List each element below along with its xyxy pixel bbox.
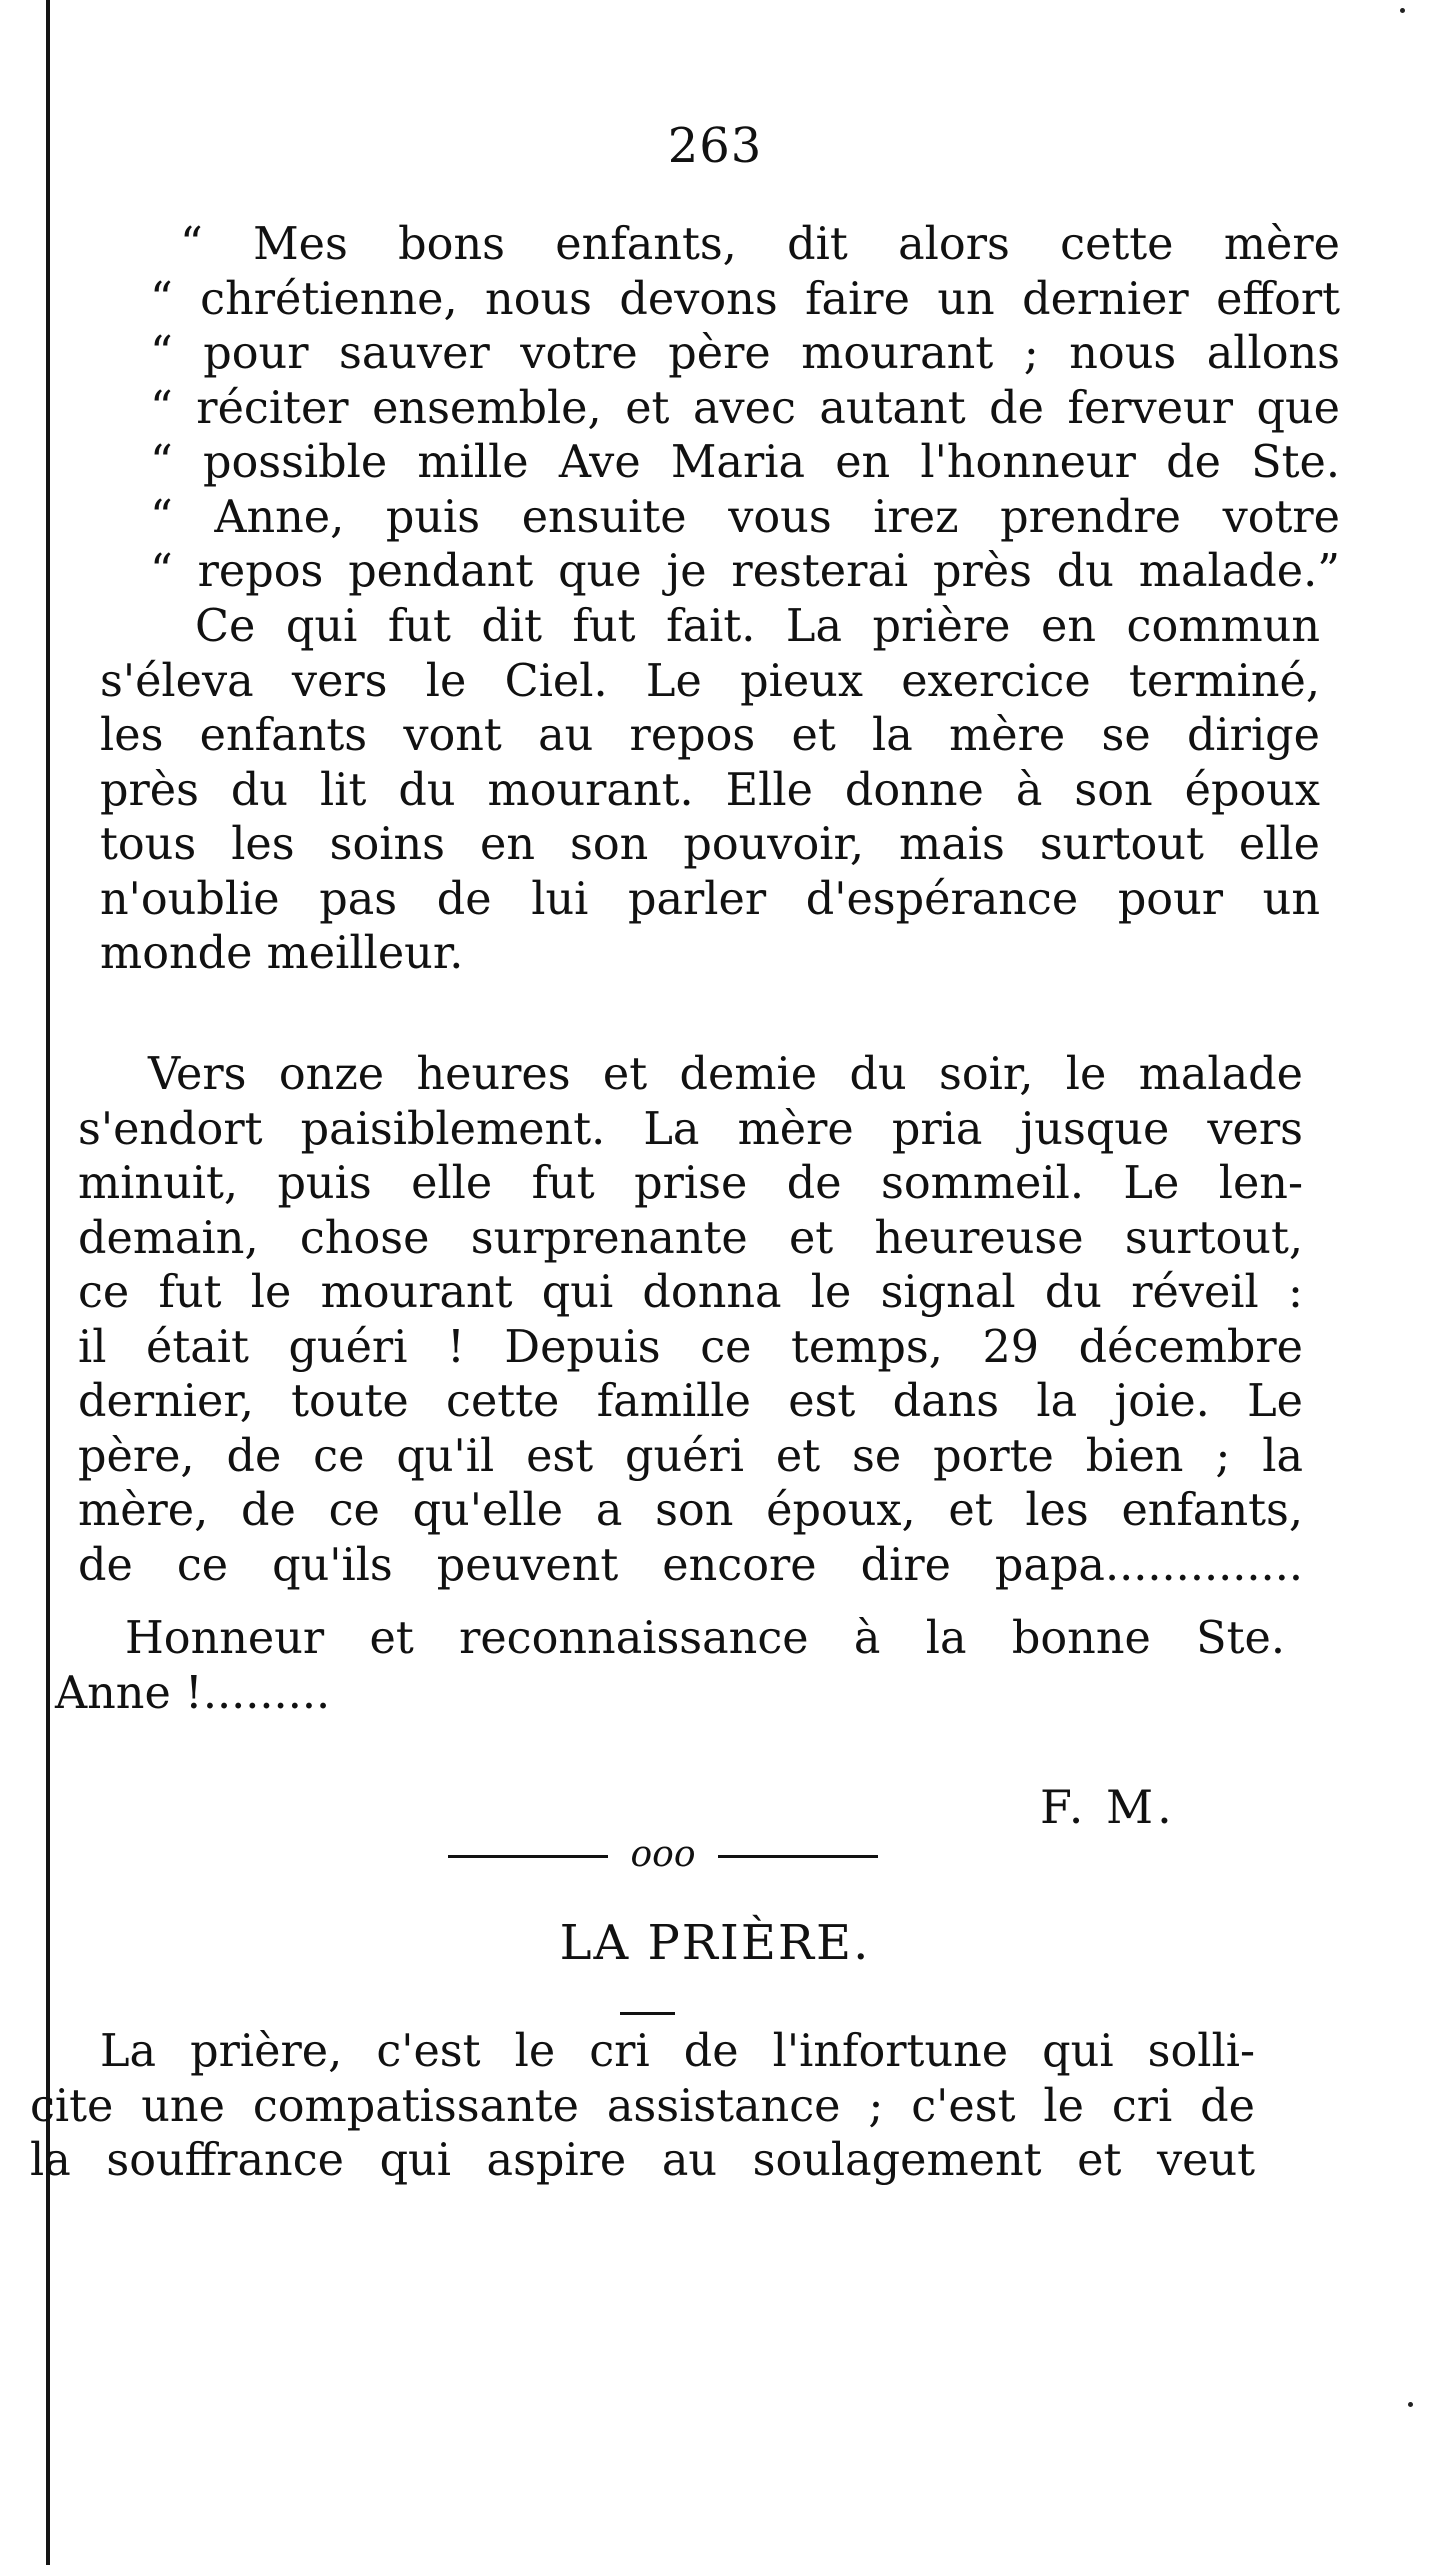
speck-mark <box>1400 8 1405 13</box>
body-paragraph <box>100 600 1320 982</box>
text-line: cite une compatissante assistance ; c'est le cri de <box>30 2080 1255 2132</box>
text-line: dernier, toute cette famille est dans la joie. Le <box>78 1376 1303 1427</box>
text-line: minuit, puis elle fut prise de sommeil. Le len- <box>78 1158 1303 1209</box>
section-separator <box>448 1830 878 1880</box>
separator-ornament: ooo <box>630 1834 696 1875</box>
text-line: de ce qu'ils peuvent encore dire papa.............. <box>78 1539 1303 1591</box>
text-line: “ pour sauver votre père mourant ; nous allons <box>150 328 1340 379</box>
body-paragraph <box>78 1048 1303 1593</box>
text-line: près du lit du mourant. Elle donne à son époux <box>100 764 1320 816</box>
body-paragraph <box>30 2025 1255 2189</box>
page-number: 263 <box>667 118 763 174</box>
text-line: Vers onze heures et demie du soir, le malade <box>148 1049 1303 1100</box>
text-line: “ chrétienne, nous devons faire un dernier effort <box>150 273 1340 325</box>
text-line: ce fut le mourant qui donna le signal du réveil : <box>78 1267 1303 1318</box>
text-line: Anne !......... <box>55 1667 331 1719</box>
text-line: père, de ce qu'il est guéri et se porte bien ; la <box>78 1430 1303 1482</box>
text-line: “ repos pendant que je resterai près du malade.” <box>150 546 1340 597</box>
text-line: la souffrance qui aspire au soulagement et veut <box>30 2135 1255 2186</box>
text-line: La prière, c'est le cri de l'infortune qui solli- <box>100 2026 1255 2077</box>
separator-dash <box>718 1855 878 1858</box>
text-line: mère, de ce qu'elle a son époux, et les enfants, <box>78 1485 1303 1536</box>
section-heading: LA PRIÈRE. <box>559 1915 871 1971</box>
text-line: Honneur et reconnaissance à la bonne Ste. <box>125 1613 1285 1664</box>
quoted-paragraph <box>150 218 1340 600</box>
text-line: il était guéri ! Depuis ce temps, 29 décembre <box>78 1321 1303 1373</box>
text-line: Ce qui fut dit fut fait. La prière en commun <box>195 601 1320 652</box>
heading-rule <box>620 2012 675 2015</box>
speck-mark <box>1408 2402 1413 2407</box>
text-line: monde meilleur. <box>100 928 464 979</box>
body-paragraph <box>55 1612 1285 1721</box>
text-line: s'éleva vers le Ciel. Le pieux exercice terminé, <box>100 655 1320 707</box>
author-signature: F. M. <box>1040 1780 1176 1834</box>
text-line: tous les soins en son pouvoir, mais surtout elle <box>100 819 1320 870</box>
text-line: “ Anne, puis ensuite vous irez prendre votre <box>150 491 1340 543</box>
text-line: “ Mes bons enfants, dit alors cette mère <box>180 219 1340 270</box>
text-line: s'endort paisiblement. La mère pria jusque vers <box>78 1103 1303 1155</box>
text-line: les enfants vont au repos et la mère se dirige <box>100 710 1320 761</box>
text-line: n'oublie pas de lui parler d'espérance pour un <box>100 873 1320 925</box>
separator-dash <box>448 1855 608 1858</box>
text-line: demain, chose surprenante et heureuse surtout, <box>78 1212 1303 1264</box>
text-line: “ réciter ensemble, et avec autant de ferveur que <box>150 382 1340 434</box>
text-line: “ possible mille Ave Maria en l'honneur de Ste. <box>150 437 1340 488</box>
